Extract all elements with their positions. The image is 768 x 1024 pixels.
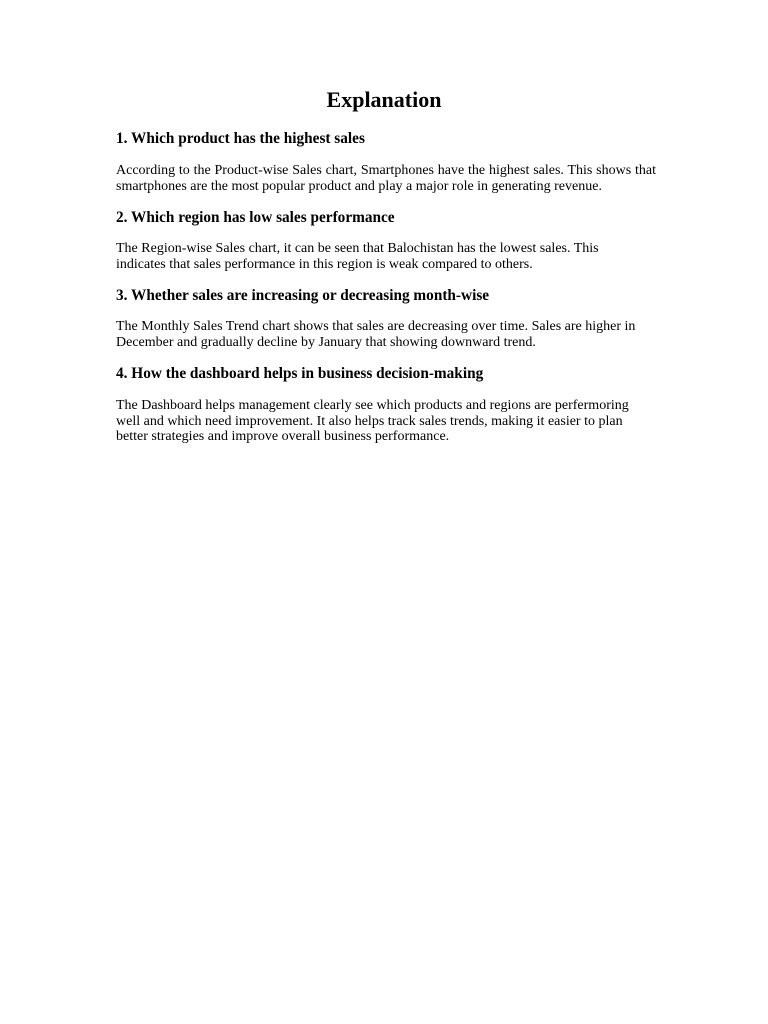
section-body-1: According to the Product-wise Sales chart, Smartphones have the highest sales. This shows that smartphones are the most popular product and play a major role in generating revenue.	[116, 163, 656, 194]
section-heading-3: 3. Whether sales are increasing or decreasing month-wise	[116, 287, 490, 304]
section-body-4: The Dashboard helps management clearly see which products and regions are perfermoring well and which need improvement. It also helps track sales trends, making it easier to plan better strategies and improve overall business performance.	[116, 398, 629, 444]
section-heading-1: 1. Which product has the highest sales	[116, 130, 365, 147]
page-title: Explanation	[326, 87, 442, 112]
section-heading-4: 4. How the dashboard helps in business decision-making	[116, 365, 484, 382]
section-body-2: The Region-wise Sales chart, it can be seen that Balochistan has the lowest sales. This indicates that sales performance in this region is weak compared to others.	[116, 241, 599, 272]
section-heading-2: 2. Which region has low sales performance	[116, 209, 395, 226]
section-body-3: The Monthly Sales Trend chart shows that sales are decreasing over time. Sales are higher in December and gradually decline by January that showing downward trend.	[116, 319, 636, 350]
